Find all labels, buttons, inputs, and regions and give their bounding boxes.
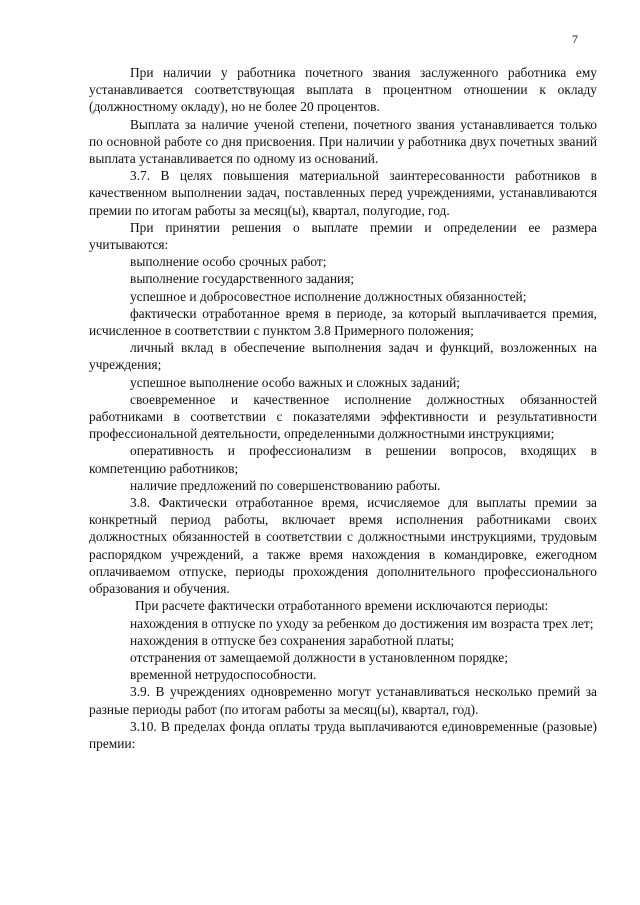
list-item: своевременное и качественное исполнение должностных обязанностей работниками в соответствии с показателями эффективности и результативности профессиональной деятельности, определенными должностными инструкциями; [89,391,597,442]
list-item: наличие предложений по совершенствованию работы. [130,477,441,493]
paragraph-3-7-bonuses: 3.7. В целях повышения материальной заинтересованности работников в качественном выполнении задач, поставленных перед учреждениями, устанавливаются премии по итогам работы за месяц(ы), квартал, полугодие, год. [89,168,597,218]
paragraph-3-10-one-time-bonuses: 3.10. В пределах фонда оплаты труда выплачиваются единовременные (разовые) премии: [89,718,597,751]
list-item: нахождения в отпуске без сохранения заработной платы; [130,632,455,648]
paragraph-3-8-worked-time: 3.8. Фактически отработанное время, исчисляемое для выплаты премии за конкретный период работы, включает время исполнения работниками своих должностных обязанностей в соответствии с должностными инструкциями, трудовым распорядком учреждений, а также время нахождения в командировке, ежегодном оплачиваемом отпуске, периоды прохождения дополнительного профессионального образования и обучения. [89,495,597,597]
page-number: 7 [572,32,578,46]
list-item: выполнение особо срочных работ; [130,254,327,270]
list-item: успешное выполнение особо важных и сложных заданий; [130,374,461,390]
paragraph-bonus-criteria-intro: При принятии решения о выплате премии и определении ее размера учитываются: [89,219,597,253]
list-item: нахождения в отпуске по уходу за ребенком до достижения им возраста трех лет; [130,615,594,631]
paragraph-honorary-title-payment: При наличии у работника почетного звания заслуженного работника ему устанавливается соответствующая выплата в процентном отношении к окладу (должностному окладу), но не более 20 процентов. [89,65,597,115]
list-item: успешное и добросовестное исполнение должностных обязанностей; [130,288,527,304]
paragraph-3-9-multiple-bonuses: 3.9. В учреждениях одновременно могут устанавливаться несколько премий за разные периоды работ (по итогам работы за месяц(ы), квартал, год). [89,684,597,717]
list-item: фактически отработанное время в периоде, за который выплачивается премия, исчисленное в соответствии с пунктом 3.8 Примерного положения; [89,305,597,339]
list-item: оперативность и профессионализм в решении вопросов, входящих в компетенцию работников; [89,443,597,476]
document-body [89,64,597,752]
list-item: выполнение государственного задания; [130,271,355,287]
list-item: личный вклад в обеспечение выполнения задач и функций, возложенных на учреждения; [89,340,597,373]
list-item: отстранения от замещаемой должности в установленном порядке; [130,649,508,665]
paragraph-academic-degree-payment: Выплата за наличие ученой степени, почетного звания устанавливается только по основной работе со дня присвоения. При наличии у работника двух почетных званий выплата устанавливается по одному из оснований. [89,116,597,167]
list-item: временной нетрудоспособности. [130,667,317,683]
paragraph-excluded-periods-intro: При расчете фактически отработанного времени исключаются периоды: [135,598,549,614]
